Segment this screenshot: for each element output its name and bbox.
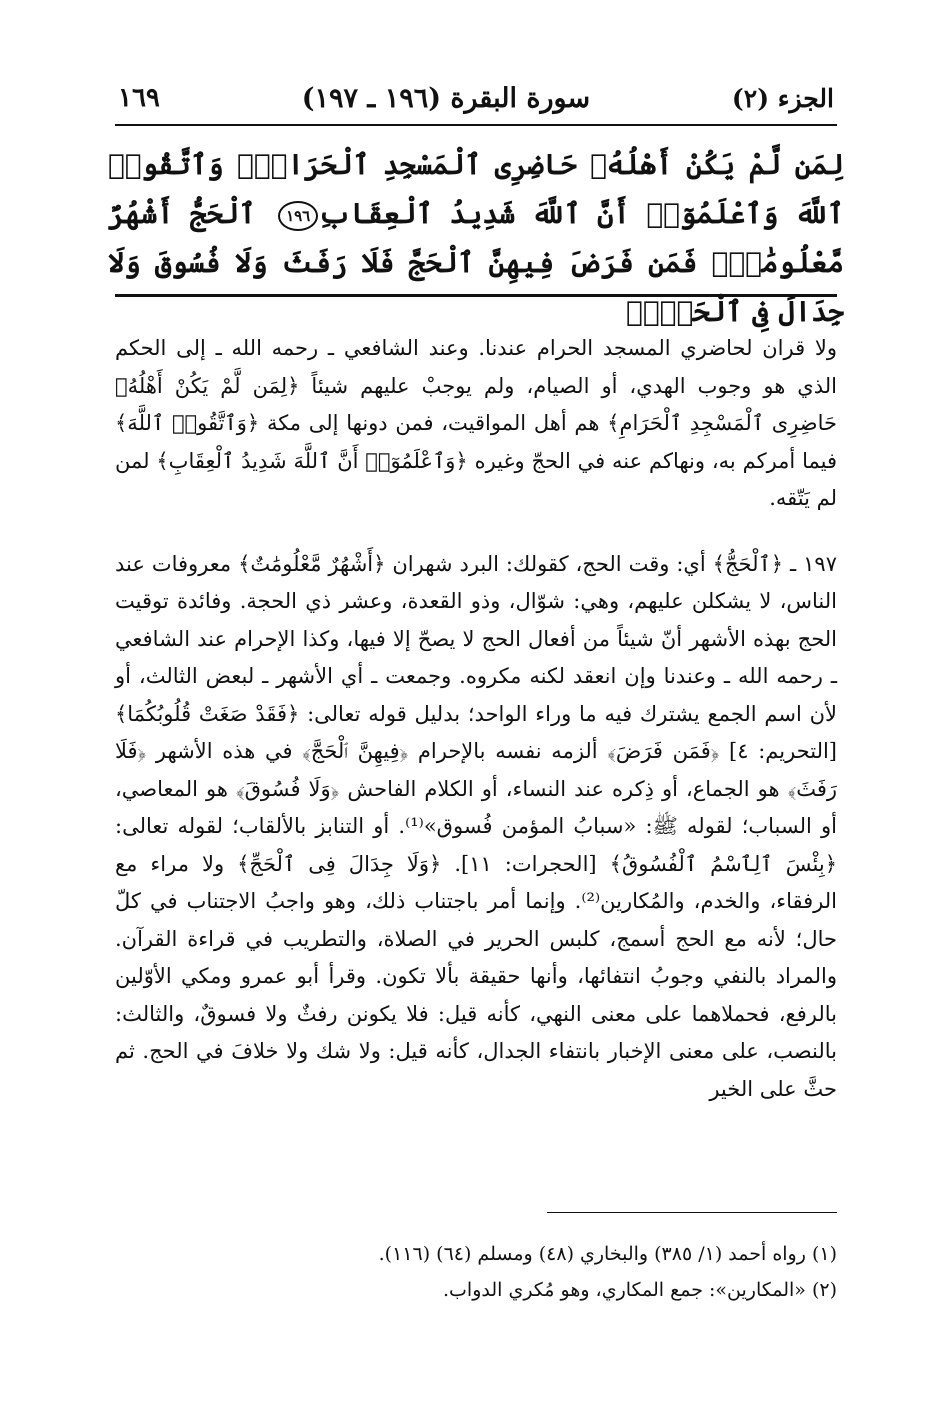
page-number: ١٦٩ (118, 83, 160, 113)
footnotes-block (115, 1236, 837, 1308)
header-rule (115, 124, 837, 126)
ayah-number-marker: ١٩٦ (278, 201, 318, 231)
footnote-2: (٢) «المكارين»: جمع المكاري، وهو مُكري الدواب. (442, 1279, 837, 1301)
commentary-paragraph-1: ولا قران لحاضري المسجد الحرام عندنا. وعند الشافعي ـ رحمه الله ـ إلى الحكم الذي هو وجوب الهدي، أو الصيام، ولم يوجبْ عليهم شيئاً ﴿لِمَن لَّمْ يَكُنْ أَهْلُهُۥ حَاضِرِى ٱلْمَسْجِدِ ٱلْحَرَامِ﴾ هم أهل المواقيت، فمن دونها إلى مكة ﴿وَٱتَّقُوا۟ ٱللَّهَ﴾ فيما أمركم به، ونهاكم عنه في الحجّ وغيره ﴿وَٱعْلَمُوٓا۟ أَنَّ ٱللَّهَ شَدِيدُ ٱلْعِقَابِ﴾ لمن لم يَتّقه. (115, 336, 837, 510)
ayah-197: ٱلْحَجُّ أَشْهُرٌ مَّعْلُومَٰتٌۚ فَمَن فَرَضَ فِيهِنَّ ٱلْحَجَّ فَلَا رَفَثَ وَلَا فُسُوقَ وَلَا جِدَالَ فِى ٱلْحَجِّۗ (108, 197, 844, 328)
commentary-block (115, 330, 837, 1108)
ayah-196-end: لِمَن لَّمْ يَكُنْ أَهْلُهُۥ حَاضِرِى ٱلْمَسْجِدِ ٱلْحَرَامِۚ وَٱتَّقُوا۟ ٱللَّهَ وَٱعْلَمُوٓا۟ أَنَّ ٱللَّهَ شَدِيدُ ٱلْعِقَابِ (108, 148, 844, 230)
quran-separator-rule (115, 294, 837, 297)
page-header (118, 78, 834, 118)
juz-label: الجزء (٢) (731, 83, 834, 113)
commentary-paragraph-2: ١٩٧ ـ ﴿ٱلْحَجُّ﴾ أي: وقت الحج، كقولك: البرد شهران ﴿أَشْهُرٌ مَّعْلُومَٰتٌ﴾ معروفات عند الناس، لا يشكلن عليهم، وهي: شوّال، وذو القعدة، وعشر ذي الحجة. وفائدة توقيت الحج بهذه الأشهر أنّ شيئاً من أفعال الحج لا يصحّ إلا فيها، وكذا الإحرام عند الشافعي ـ رحمه الله ـ وعندنا وإن انعقد لكنه مكروه. وجمعت ـ أي الأشهر ـ لبعض الثالث، أو لأن اسم الجمع يشترك فيه ما وراء الواحد؛ بدليل قوله تعالى: ﴿فَقَدْ صَغَتْ قُلُوبُكُمَا﴾ [التحريم: ٤] ﴿فَمَن فَرَضَ﴾ ألزمه نفسه بالإحرام ﴿فِيهِنَّ ٱلْحَجَّ﴾ في هذه الأشهر ﴿فَلَا رَفَثَ﴾ هو الجماع، أو ذِكره عند النساء، أو الكلام الفاحش ﴿وَلَا فُسُوقَ﴾ هو المعاصي، أو السباب؛ لقوله ﷺ: «سبابُ المؤمن فُسوق»⁽¹⁾. أو التنابز بالألقاب؛ لقوله تعالى: ﴿بِئْسَ ٱلِٱسْمُ ٱلْفُسُوقُ﴾ [الحجرات: ١١]. ﴿وَلَا جِدَالَ فِى ٱلْحَجِّ﴾ ولا مراء مع الرفقاء، والخدم، والمُكارين⁽²⁾. وإنما أمر باجتناب ذلك، وهو واجبُ الاجتناب في كلّ حال؛ لأنه مع الحج أسمج، كلبس الحرير في الصلاة، والتطريب في قراءة القرآن. والمراد بالنفي وجوبُ انتفائها، وأنها حقيقة بألا تكون. وقرأ أبو عمرو ومكي الأوّلين بالرفع، فحملاهما على معنى النهي، كأنه قيل: فلا يكونن رفثٌ ولا فسوقٌ، والثالث: بالنصب، على معنى الإخبار بانتفاء الجدال، كأنه قيل: ولا شك ولا خلافَ في الحج. ثم حثَّ على الخير (115, 551, 838, 1101)
footnote-rule (547, 1212, 837, 1213)
footnote-1: (١) رواه أحمد (١/ ٣٨٥) والبخاري (٤٨) ومسلم (٦٤) (١١٦). (378, 1243, 837, 1265)
surah-title: سورة البقرة (١٩٦ ـ ١٩٧) (301, 82, 591, 114)
quran-text-block (108, 140, 844, 336)
